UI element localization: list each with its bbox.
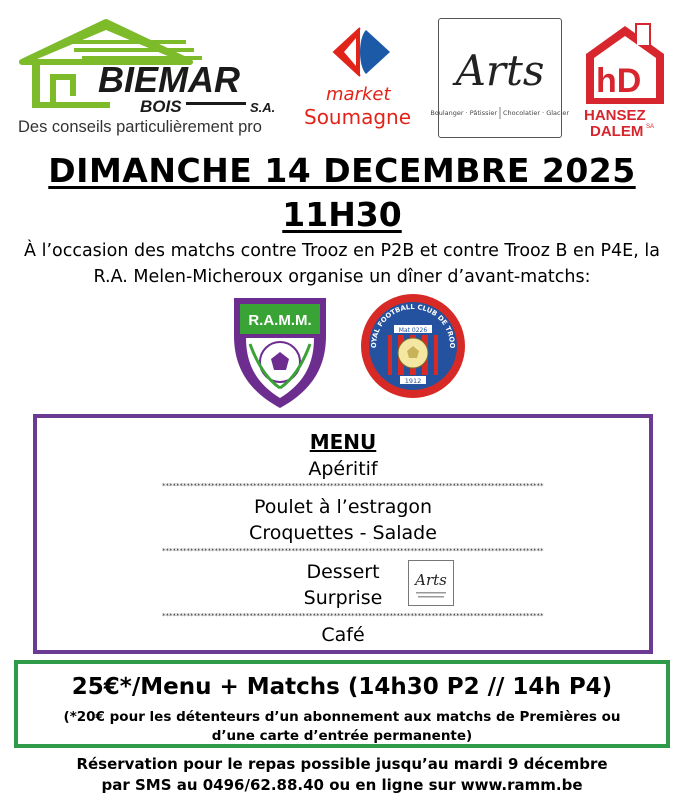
carrefour-market-logo [300,22,420,134]
event-time: 11H30 [282,195,402,234]
menu-dessert-1: Dessert [306,561,380,583]
ramm-crest-text: R.A.M.M. [248,312,312,329]
trooz-crest [358,291,468,401]
svg-text:hD: hD [596,62,642,100]
arts-small-name: Arts [415,571,447,589]
price-main: 25€*/Menu + Matchs (14h30 P2 // 14h P4) [71,674,613,700]
menu-main-2: Croquettes - Salade [249,522,437,544]
biemar-tagline: Des conseils particulièrement pro [18,118,262,136]
menu-title: MENU [309,430,377,454]
carrefour-line1: market [326,84,391,105]
event-intro: À l’occasion des matchs contre Trooz en P2B et contre Trooz B en P4E, la R.A. Melen-Micheroux organise un dîner d’avant-matchs: [24,241,660,287]
price-box [14,660,670,748]
biemar-name: BIEMAR [98,59,240,100]
biemar-sub: BOIS [140,97,182,116]
event-date: DIMANCHE 14 DECEMBRE 2025 [48,151,636,190]
menu-main-1: Poulet à l’estragon [253,496,433,518]
menu-box [33,414,653,654]
carrefour-line2: Soumagne [304,105,412,129]
price-note [18,708,666,746]
price-note-line2: d’une carte d’entrée permanente) [211,728,473,744]
hansez-line1: HANSEZ [584,107,646,124]
reservation-info [0,754,684,796]
menu-separator-1: ************************************************************************************************************* [162,482,544,490]
hansez-suffix: SA [646,124,655,130]
reservation-line2: par SMS au 0496/62.88.40 ou en ligne sur www.ramm.be [101,776,583,794]
arts-small-logo [408,560,454,606]
reservation-line1: Réservation pour le repas possible jusqu’au mardi 9 décembre [76,755,608,773]
menu-dessert-2: Surprise [303,587,383,609]
menu-aperitif: Apéritif [308,458,378,480]
menu-separator-3: ************************************************************************************************************* [162,612,544,620]
menu-coffee: Café [321,624,365,646]
arts-name: Arts [455,46,545,95]
menu-separator-2: ************************************************************************************************************* [162,547,544,555]
ramm-crest [228,292,332,410]
arts-sub-left: Boulanger · Pâtissier [430,109,497,117]
biemar-logo [14,16,280,138]
trooz-matricule: Mat 0226 [398,327,428,334]
hansez-dalem-logo [580,18,670,138]
arts-bakery-logo [430,18,570,138]
price-note-line1: (*20€ pour les détenteurs d’un abonnement aux matchs de Premières ou [63,709,621,725]
hansez-line2: DALEM [590,123,644,140]
trooz-year: 1912 [404,377,422,385]
biemar-suffix: S.A. [250,100,276,115]
trooz-ring-text: OYAL FOOTBALL CLUB DE TROO [369,302,457,349]
arts-sub-right: Chocolatier · Glacier [503,109,570,117]
